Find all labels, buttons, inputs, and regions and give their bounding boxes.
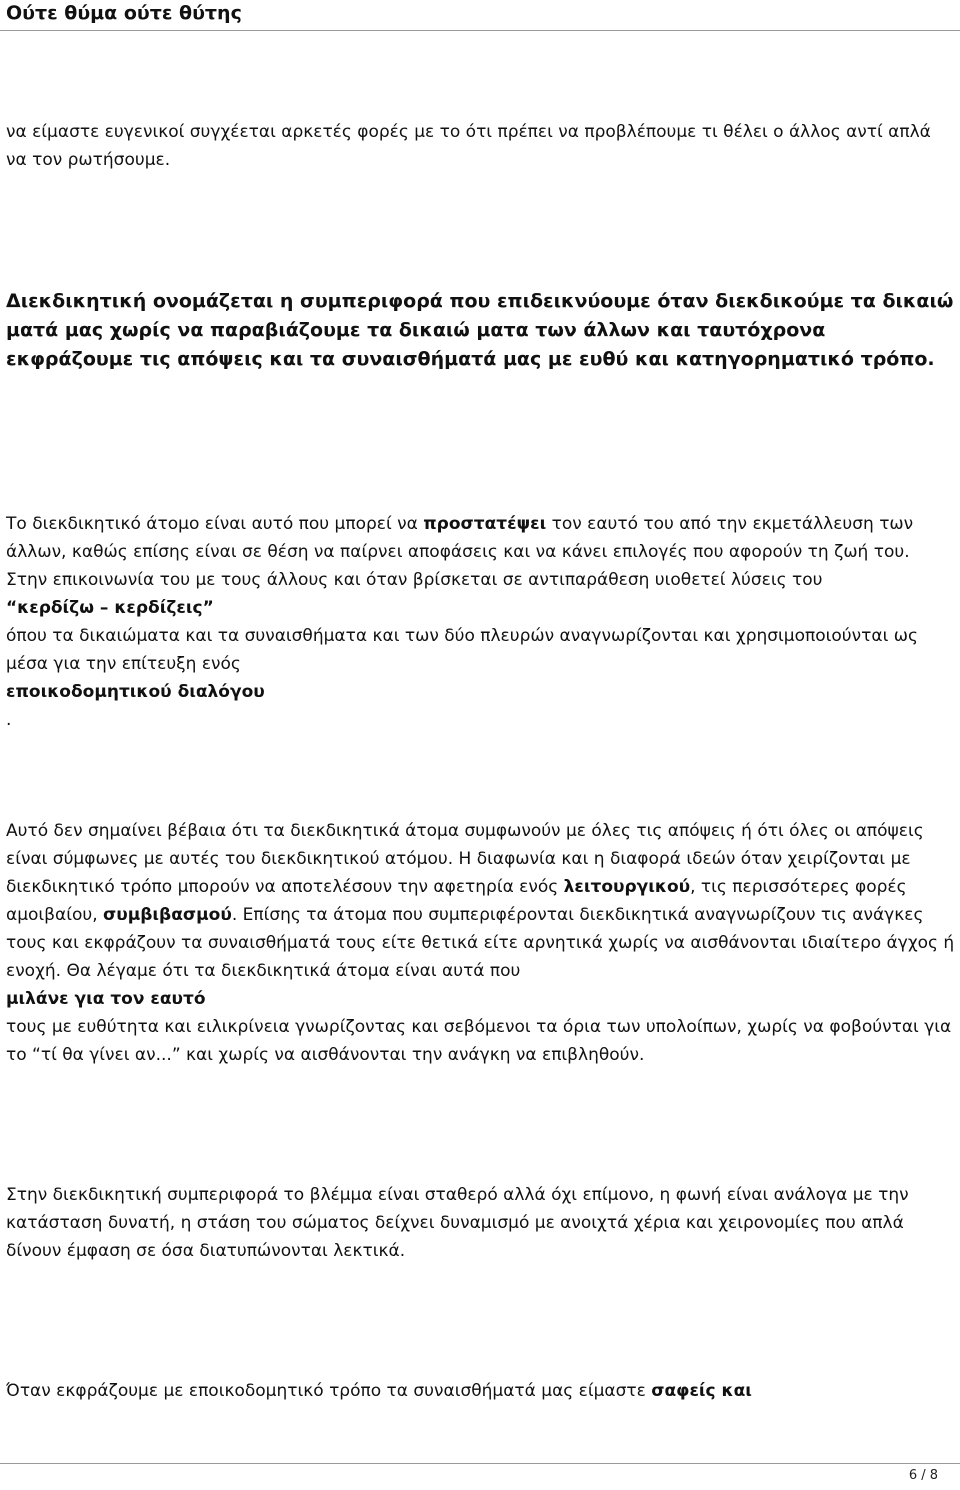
p4-bold-functional: λειτουργικού <box>563 877 691 897</box>
p4-text-2: , τις περισσότερες φορές αμοιβαίου, <box>6 877 907 925</box>
p4-text-1: Αυτό δεν σημαίνει βέβαια ότι τα διεκδικητικά άτομα συμφωνούν με όλες τις απόψεις ή ότι όλες οι απόψεις είναι σύμφωνες με αυτές του διεκδικητικού ατόμου. Η διαφωνία και η διαφορά ιδεών όταν χειρίζονται με διεκδικητικό τρόπο μπορούν να αποτελέσουν την αφετηρία ενός <box>6 821 924 897</box>
paragraph-5: Στην διεκδικητική συμπεριφορά το βλέμμα είναι σταθερό αλλά όχι επίμονο, η φωνή είναι ανάλογα με την κατάσταση δυνατή, η στάση του σώματος δείχνει δυναμισμό με ανοιχτά χέρια και χειρονομίες που απλά δίνουν έμφαση σε όσα διατυπώνονται λεκτικά. <box>6 1185 909 1261</box>
p4-bold-speak-self: μιλάνε για τον εαυτό <box>6 989 206 1009</box>
p3-bold-protect: προστατέψει <box>423 514 547 534</box>
paragraph-4 <box>6 817 956 1069</box>
p3-text-2: τον εαυτό του από την εκμετάλλευση των άλλων, καθώς επίσης είναι σε θέση να παίρνει αποφάσεις και να κάνει επιλογές που αφορούν τη ζωή του. Στην επικοινωνία του με τους άλλους και όταν βρίσκεται σε αντιπαράθεση υιοθετεί λύσεις του <box>6 514 914 590</box>
p4-text-3: . Επίσης τα άτομα που συμπεριφέρονται διεκδικητικά αναγνωρίζουν τις ανάγκες τους και εκφράζουν τα συναισθήματά τους είτε θετικά είτε αρνητικά χωρίς να αισθάνονται ιδιαίτερο άγχος ή ενοχή. Θα λέγαμε ότι τα διεκδικητικά άτομα είναι αυτά που <box>6 905 955 981</box>
paragraph-2-bold: Διεκδικητική ονομάζεται η συμπεριφορά που επιδεικνύουμε όταν διεκδικούμε τα δικαιώ ματά μας χωρίς να παραβιάζουμε τα δικαιώ ματα των άλλων και ταυτόχρονα εκφράζουμε τις απόψεις και τα συναισθήματά μας με ευθύ και κατηγορηματικό τρόπο. <box>6 290 954 370</box>
p3-text-3: όπου τα δικαιώματα και τα συναισθήματα και των δύο πλευρών αναγνωρίζονται και χρησιμοποιούνται ως μέσα για την επίτευξη ενός <box>6 626 918 674</box>
p4-text-4: τους με ευθύτητα και ειλικρίνεια γνωρίζοντας και σεβόμενοι τα όρια των υπολοίπων, χωρίς να φοβούνται για το “τί θα γίνει αν...” και χωρίς να αισθάνονται την ανάγκη να επιβληθούν. <box>6 1017 952 1065</box>
p3-text-1: Το διεκδικητικό άτομο είναι αυτό που μπορεί να <box>6 514 424 534</box>
p6-text-1: Όταν εκφράζουμε με εποικοδομητικό τρόπο τα συναισθήματά μας είμαστε <box>6 1381 652 1401</box>
header-divider <box>0 30 960 31</box>
page-number: 6 / 8 <box>908 1468 938 1483</box>
paragraph-3 <box>6 510 956 734</box>
p4-bold-compromise: συμβιβασμού <box>103 905 232 925</box>
p3-text-4: . <box>6 710 12 730</box>
p6-bold-clear: σαφείς και <box>651 1381 752 1401</box>
paragraph-6 <box>6 1377 956 1405</box>
p3-bold-win-win: “κερδίζω – κερδίζεις” <box>6 598 214 618</box>
document-title: Ούτε θύμα ούτε θύτης <box>6 2 242 24</box>
paragraph-1: να είμαστε ευγενικοί συγχέεται αρκετές φορές με το ότι πρέπει να προβλέπουμε τι θέλει ο άλλος αντί απλά να τον ρωτήσουμε. <box>6 122 931 170</box>
footer-divider <box>0 1463 960 1464</box>
p3-bold-dialogue: εποικοδομητικού διαλόγου <box>6 682 265 702</box>
